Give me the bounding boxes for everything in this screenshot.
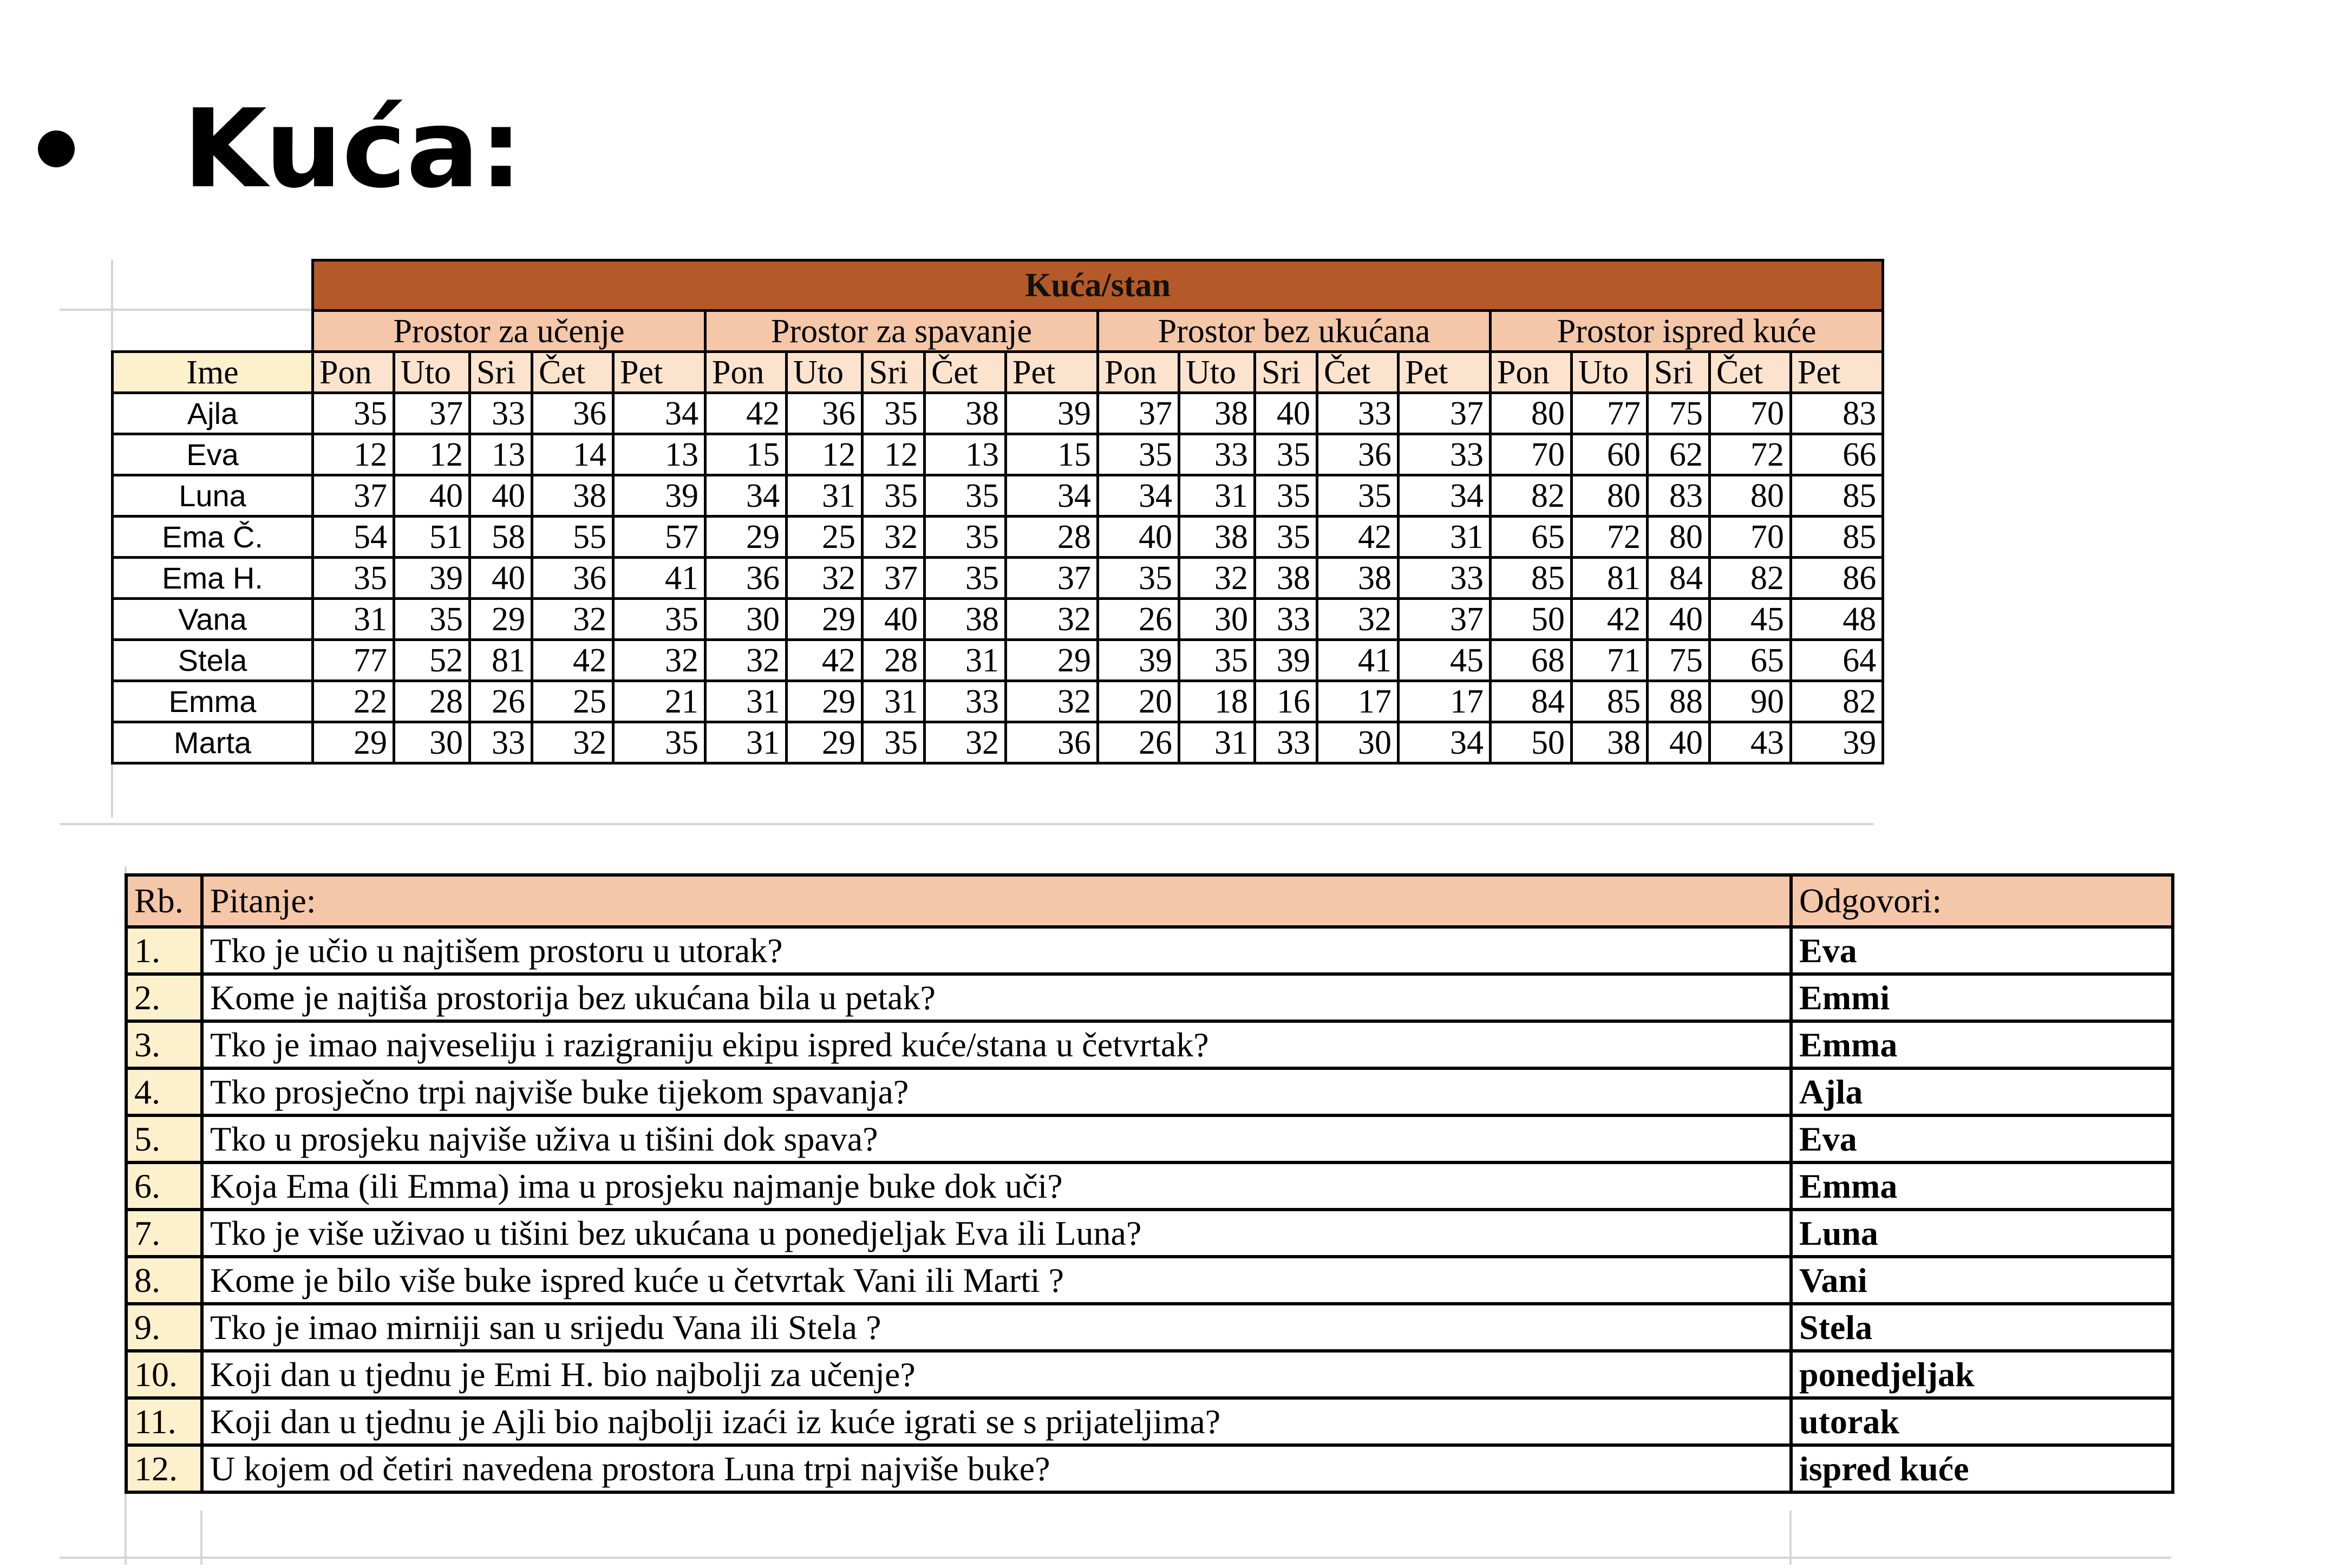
value-cell: 36 [532, 393, 613, 434]
question-text: Koji dan u tjednu je Emi H. bio najbolji za učenje? [202, 1351, 1791, 1398]
value-cell: 64 [1791, 640, 1883, 681]
value-cell: 80 [1572, 475, 1648, 517]
questions-table [125, 873, 2174, 1494]
answer-text: Stela [1791, 1304, 2173, 1351]
value-cell: 33 [1255, 599, 1317, 640]
value-cell: 31 [787, 475, 863, 517]
question-row [126, 1398, 2173, 1445]
answer-text: Eva [1791, 927, 2173, 974]
day-header: Čet [1710, 352, 1791, 393]
value-cell: 39 [1006, 393, 1098, 434]
person-name: Eva [113, 434, 313, 475]
question-text: Koja Ema (ili Emma) ima u prosjeku najmanje buke dok uči? [202, 1162, 1791, 1210]
value-cell: 68 [1491, 640, 1572, 681]
value-cell: 34 [1399, 722, 1491, 763]
question-number: 4. [126, 1068, 202, 1115]
value-cell: 43 [1710, 722, 1791, 763]
value-cell: 35 [863, 475, 925, 517]
value-cell: 42 [705, 393, 787, 434]
value-cell: 51 [394, 517, 470, 558]
value-cell: 13 [925, 434, 1006, 475]
value-cell: 32 [1179, 558, 1255, 599]
value-cell: 33 [925, 681, 1006, 722]
value-cell: 48 [1791, 599, 1883, 640]
answer-text: Luna [1791, 1210, 2173, 1257]
question-number: 5. [126, 1115, 202, 1162]
value-cell: 36 [705, 558, 787, 599]
value-cell: 29 [313, 722, 394, 763]
value-cell: 58 [470, 517, 532, 558]
table-title: Kuća/stan [313, 260, 1883, 311]
value-cell: 42 [1317, 517, 1399, 558]
value-cell: 36 [1317, 434, 1399, 475]
person-name: Luna [113, 475, 313, 517]
value-cell: 54 [313, 517, 394, 558]
person-name: Ajla [113, 393, 313, 434]
question-row [126, 1115, 2173, 1162]
value-cell: 70 [1710, 393, 1791, 434]
day-header: Pon [705, 352, 787, 393]
value-cell: 80 [1648, 517, 1710, 558]
answer-text: Eva [1791, 1115, 2173, 1162]
value-cell: 15 [705, 434, 787, 475]
value-cell: 84 [1648, 558, 1710, 599]
value-cell: 42 [787, 640, 863, 681]
value-cell: 29 [787, 599, 863, 640]
value-cell: 13 [613, 434, 705, 475]
value-cell: 14 [532, 434, 613, 475]
value-cell: 37 [394, 393, 470, 434]
day-header: Sri [470, 352, 532, 393]
value-cell: 38 [1255, 558, 1317, 599]
data-row [113, 722, 1883, 763]
value-cell: 65 [1491, 517, 1572, 558]
value-cell: 38 [1317, 558, 1399, 599]
value-cell: 35 [1098, 558, 1179, 599]
day-header: Pon [313, 352, 394, 393]
value-cell: 39 [1098, 640, 1179, 681]
day-header-row [113, 352, 1883, 393]
day-header: Uto [1572, 352, 1648, 393]
value-cell: 36 [1006, 722, 1098, 763]
value-cell: 31 [1179, 475, 1255, 517]
value-cell: 80 [1710, 475, 1791, 517]
value-cell: 17 [1317, 681, 1399, 722]
day-header: Pon [1098, 352, 1179, 393]
page-title [38, 79, 522, 219]
section-header: Prostor za spavanje [705, 311, 1098, 352]
value-cell: 50 [1491, 599, 1572, 640]
value-cell: 45 [1710, 599, 1791, 640]
day-header: Pet [613, 352, 705, 393]
person-name: Marta [113, 722, 313, 763]
value-cell: 13 [470, 434, 532, 475]
value-cell: 88 [1648, 681, 1710, 722]
value-cell: 31 [1179, 722, 1255, 763]
value-cell: 32 [705, 640, 787, 681]
value-cell: 15 [1006, 434, 1098, 475]
value-cell: 35 [925, 517, 1006, 558]
value-cell: 39 [394, 558, 470, 599]
questions-header-row [126, 875, 2173, 927]
value-cell: 32 [1006, 681, 1098, 722]
answer-text: Emmi [1791, 974, 2173, 1021]
section-header-row [113, 311, 1883, 352]
question-number: 9. [126, 1304, 202, 1351]
question-row [126, 1257, 2173, 1304]
value-cell: 35 [1255, 434, 1317, 475]
value-cell: 85 [1791, 475, 1883, 517]
value-cell: 29 [470, 599, 532, 640]
question-text: Tko je više uživao u tišini bez ukućana u ponedjeljak Eva ili Luna? [202, 1210, 1791, 1257]
value-cell: 33 [470, 722, 532, 763]
value-cell: 35 [863, 393, 925, 434]
question-text: Kome je najtiša prostorija bez ukućana bila u petak? [202, 974, 1791, 1021]
value-cell: 25 [532, 681, 613, 722]
value-cell: 75 [1648, 640, 1710, 681]
question-number: 3. [126, 1021, 202, 1068]
section-header: Prostor ispred kuće [1491, 311, 1883, 352]
value-cell: 33 [1179, 434, 1255, 475]
answer-text: ponedjeljak [1791, 1351, 2173, 1398]
question-text: U kojem od četiri navedena prostora Luna trpi najviše buke? [202, 1445, 1791, 1492]
value-cell: 32 [532, 722, 613, 763]
value-cell: 35 [394, 599, 470, 640]
value-cell: 71 [1572, 640, 1648, 681]
question-number: 7. [126, 1210, 202, 1257]
value-cell: 40 [863, 599, 925, 640]
value-cell: 62 [1648, 434, 1710, 475]
value-cell: 31 [705, 722, 787, 763]
day-header: Čet [532, 352, 613, 393]
value-cell: 81 [1572, 558, 1648, 599]
value-cell: 41 [613, 558, 705, 599]
person-name: Emma [113, 681, 313, 722]
value-cell: 33 [470, 393, 532, 434]
data-row [113, 640, 1883, 681]
value-cell: 28 [1006, 517, 1098, 558]
question-number: 12. [126, 1445, 202, 1492]
name-header: Ime [113, 352, 313, 393]
value-cell: 39 [1255, 640, 1317, 681]
value-cell: 35 [613, 599, 705, 640]
value-cell: 30 [705, 599, 787, 640]
value-cell: 38 [1179, 393, 1255, 434]
value-cell: 33 [1255, 722, 1317, 763]
section-header: Prostor bez ukućana [1098, 311, 1491, 352]
value-cell: 82 [1791, 681, 1883, 722]
value-cell: 26 [1098, 599, 1179, 640]
question-row [126, 927, 2173, 974]
person-name: Stela [113, 640, 313, 681]
value-cell: 57 [613, 517, 705, 558]
data-row [113, 681, 1883, 722]
value-cell: 33 [1399, 558, 1491, 599]
value-cell: 70 [1710, 517, 1791, 558]
value-cell: 35 [1179, 640, 1255, 681]
day-header: Uto [787, 352, 863, 393]
value-cell: 39 [1791, 722, 1883, 763]
day-header: Pet [1791, 352, 1883, 393]
value-cell: 77 [1572, 393, 1648, 434]
value-cell: 34 [1006, 475, 1098, 517]
question-text: Tko u prosjeku najviše uživa u tišini dok spava? [202, 1115, 1791, 1162]
value-cell: 20 [1098, 681, 1179, 722]
question-text: Tko je imao najveseliju i razigraniju ekipu ispred kuće/stana u četvrtak? [202, 1021, 1791, 1068]
question-row [126, 1445, 2173, 1492]
question-number: 8. [126, 1257, 202, 1304]
value-cell: 28 [863, 640, 925, 681]
value-cell: 35 [1255, 517, 1317, 558]
question-row [126, 1304, 2173, 1351]
day-header: Pet [1006, 352, 1098, 393]
value-cell: 32 [532, 599, 613, 640]
value-cell: 40 [1648, 599, 1710, 640]
data-row [113, 599, 1883, 640]
page-title-text: Kuća: [183, 86, 523, 212]
value-cell: 33 [1317, 393, 1399, 434]
table-title-row [113, 260, 1883, 311]
day-header: Sri [1648, 352, 1710, 393]
value-cell: 26 [470, 681, 532, 722]
value-cell: 31 [313, 599, 394, 640]
value-cell: 12 [863, 434, 925, 475]
value-cell: 12 [787, 434, 863, 475]
value-cell: 37 [1399, 599, 1491, 640]
bullet-icon [38, 130, 75, 167]
question-text: Koji dan u tjednu je Ajli bio najbolji izaći iz kuće igrati se s prijateljima? [202, 1398, 1791, 1445]
day-header: Čet [1317, 352, 1399, 393]
value-cell: 85 [1491, 558, 1572, 599]
value-cell: 72 [1710, 434, 1791, 475]
rb-header: Rb. [126, 875, 202, 927]
value-cell: 30 [1179, 599, 1255, 640]
value-cell: 37 [1399, 393, 1491, 434]
value-cell: 30 [1317, 722, 1399, 763]
value-cell: 65 [1710, 640, 1791, 681]
value-cell: 29 [705, 517, 787, 558]
question-row [126, 1351, 2173, 1398]
value-cell: 35 [925, 558, 1006, 599]
value-cell: 45 [1399, 640, 1491, 681]
question-number: 10. [126, 1351, 202, 1398]
value-cell: 18 [1179, 681, 1255, 722]
value-cell: 34 [613, 393, 705, 434]
value-cell: 16 [1255, 681, 1317, 722]
value-cell: 50 [1491, 722, 1572, 763]
value-cell: 31 [705, 681, 787, 722]
value-cell: 40 [470, 558, 532, 599]
answer-text: utorak [1791, 1398, 2173, 1445]
answer-text: Ajla [1791, 1068, 2173, 1115]
value-cell: 85 [1572, 681, 1648, 722]
value-cell: 34 [1098, 475, 1179, 517]
day-header: Uto [394, 352, 470, 393]
section-header: Prostor za učenje [313, 311, 705, 352]
value-cell: 40 [1648, 722, 1710, 763]
value-cell: 35 [1098, 434, 1179, 475]
value-cell: 75 [1648, 393, 1710, 434]
value-cell: 35 [1317, 475, 1399, 517]
sheet-gridline-horizontal [60, 823, 1873, 825]
value-cell: 36 [532, 558, 613, 599]
question-number: 1. [126, 927, 202, 974]
noise-data-table [111, 259, 1884, 765]
value-cell: 35 [1255, 475, 1317, 517]
value-cell: 83 [1791, 393, 1883, 434]
value-cell: 38 [532, 475, 613, 517]
value-cell: 21 [613, 681, 705, 722]
value-cell: 32 [863, 517, 925, 558]
blank-cell [113, 311, 313, 352]
value-cell: 52 [394, 640, 470, 681]
day-header: Pon [1491, 352, 1572, 393]
value-cell: 37 [1098, 393, 1179, 434]
value-cell: 29 [787, 722, 863, 763]
value-cell: 40 [1255, 393, 1317, 434]
value-cell: 38 [1179, 517, 1255, 558]
value-cell: 37 [863, 558, 925, 599]
value-cell: 28 [394, 681, 470, 722]
value-cell: 32 [613, 640, 705, 681]
value-cell: 77 [313, 640, 394, 681]
question-number: 11. [126, 1398, 202, 1445]
value-cell: 42 [532, 640, 613, 681]
answer-header: Odgovori: [1791, 875, 2173, 927]
value-cell: 34 [705, 475, 787, 517]
value-cell: 12 [394, 434, 470, 475]
value-cell: 66 [1791, 434, 1883, 475]
day-header: Čet [925, 352, 1006, 393]
value-cell: 31 [1399, 517, 1491, 558]
value-cell: 85 [1791, 517, 1883, 558]
value-cell: 36 [787, 393, 863, 434]
value-cell: 31 [863, 681, 925, 722]
question-text: Kome je bilo više buke ispred kuće u četvrtak Vani ili Marti ? [202, 1257, 1791, 1304]
data-row [113, 434, 1883, 475]
question-number: 6. [126, 1162, 202, 1210]
value-cell: 32 [925, 722, 1006, 763]
question-row [126, 1068, 2173, 1115]
value-cell: 32 [787, 558, 863, 599]
day-header: Uto [1179, 352, 1255, 393]
value-cell: 33 [1399, 434, 1491, 475]
value-cell: 17 [1399, 681, 1491, 722]
question-text: Tko prosječno trpi najviše buke tijekom spavanja? [202, 1068, 1791, 1115]
value-cell: 40 [1098, 517, 1179, 558]
value-cell: 30 [394, 722, 470, 763]
value-cell: 84 [1491, 681, 1572, 722]
question-row [126, 1210, 2173, 1257]
value-cell: 37 [1006, 558, 1098, 599]
answer-text: Vani [1791, 1257, 2173, 1304]
day-header: Sri [863, 352, 925, 393]
value-cell: 29 [787, 681, 863, 722]
value-cell: 90 [1710, 681, 1791, 722]
value-cell: 34 [1399, 475, 1491, 517]
value-cell: 82 [1710, 558, 1791, 599]
value-cell: 12 [313, 434, 394, 475]
data-row [113, 393, 1883, 434]
value-cell: 32 [1006, 599, 1098, 640]
value-cell: 81 [470, 640, 532, 681]
value-cell: 72 [1572, 517, 1648, 558]
value-cell: 35 [313, 393, 394, 434]
day-header: Sri [1255, 352, 1317, 393]
question-text: Tko je učio u najtišem prostoru u utorak? [202, 927, 1791, 974]
value-cell: 83 [1648, 475, 1710, 517]
value-cell: 60 [1572, 434, 1648, 475]
question-row [126, 1021, 2173, 1068]
value-cell: 38 [1572, 722, 1648, 763]
value-cell: 40 [470, 475, 532, 517]
question-header: Pitanje: [202, 875, 1791, 927]
value-cell: 35 [925, 475, 1006, 517]
value-cell: 82 [1491, 475, 1572, 517]
value-cell: 35 [313, 558, 394, 599]
value-cell: 25 [787, 517, 863, 558]
value-cell: 31 [925, 640, 1006, 681]
value-cell: 35 [863, 722, 925, 763]
person-name: Ema Č. [113, 517, 313, 558]
blank-cell [113, 260, 313, 311]
data-row [113, 517, 1883, 558]
day-header: Pet [1399, 352, 1491, 393]
question-number: 2. [126, 974, 202, 1021]
value-cell: 29 [1006, 640, 1098, 681]
value-cell: 70 [1491, 434, 1572, 475]
answer-text: ispred kuće [1791, 1445, 2173, 1492]
value-cell: 38 [925, 393, 1006, 434]
value-cell: 42 [1572, 599, 1648, 640]
question-text: Tko je imao mirniji san u srijedu Vana ili Stela ? [202, 1304, 1791, 1351]
value-cell: 86 [1791, 558, 1883, 599]
value-cell: 22 [313, 681, 394, 722]
data-row [113, 558, 1883, 599]
person-name: Ema H. [113, 558, 313, 599]
value-cell: 32 [1317, 599, 1399, 640]
value-cell: 40 [394, 475, 470, 517]
value-cell: 55 [532, 517, 613, 558]
value-cell: 80 [1491, 393, 1572, 434]
data-row [113, 475, 1883, 517]
value-cell: 38 [925, 599, 1006, 640]
value-cell: 37 [313, 475, 394, 517]
person-name: Vana [113, 599, 313, 640]
sheet-gridline-horizontal [60, 1557, 2171, 1559]
answer-text: Emma [1791, 1162, 2173, 1210]
value-cell: 35 [613, 722, 705, 763]
value-cell: 39 [613, 475, 705, 517]
question-row [126, 1162, 2173, 1210]
value-cell: 41 [1317, 640, 1399, 681]
value-cell: 26 [1098, 722, 1179, 763]
question-row [126, 974, 2173, 1021]
answer-text: Emma [1791, 1021, 2173, 1068]
